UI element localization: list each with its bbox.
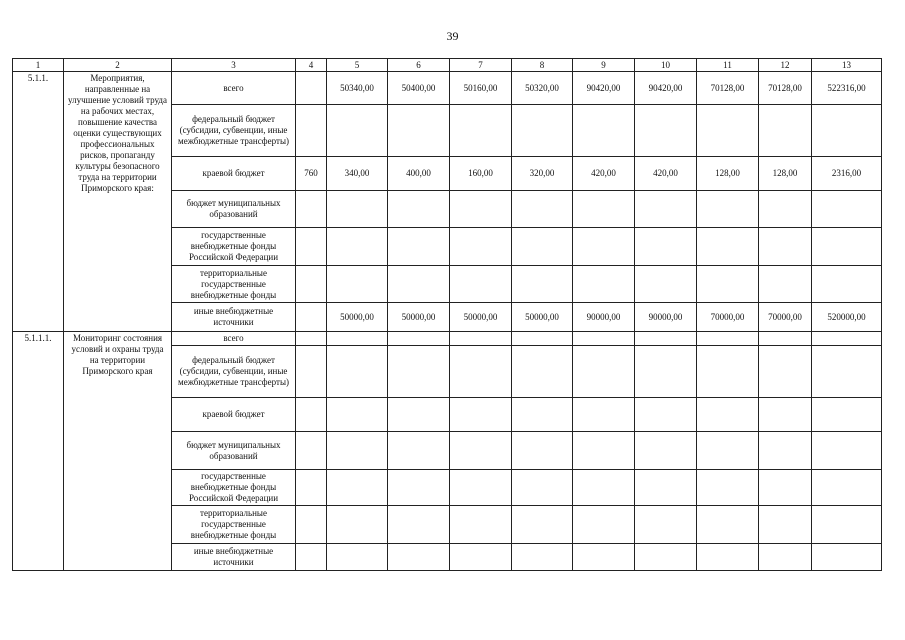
- funding-source: федеральный бюджет (субсидии, субвенции, иные межбюджетные трансферты): [172, 105, 296, 157]
- column-header: 10: [635, 59, 697, 72]
- column-4-value: [296, 266, 327, 303]
- amount-cell: [388, 228, 450, 266]
- amount-cell: [512, 191, 573, 228]
- amount-cell: [635, 105, 697, 157]
- funding-source: краевой бюджет: [172, 157, 296, 191]
- amount-cell: [697, 191, 759, 228]
- amount-cell: [697, 432, 759, 470]
- column-4-value: [296, 303, 327, 332]
- amount-cell: [512, 228, 573, 266]
- amount-cell: [450, 105, 512, 157]
- amount-cell: [697, 544, 759, 571]
- amount-cell: [573, 105, 635, 157]
- funding-source: бюджет муниципальных образований: [172, 432, 296, 470]
- amount-cell: 400,00: [388, 157, 450, 191]
- amount-cell: [759, 470, 812, 506]
- column-header: 12: [759, 59, 812, 72]
- amount-cell: [697, 105, 759, 157]
- amount-cell: [759, 346, 812, 398]
- amount-cell: 50400,00: [388, 72, 450, 105]
- column-4-value: [296, 105, 327, 157]
- amount-cell: [450, 398, 512, 432]
- amount-cell: 90420,00: [573, 72, 635, 105]
- amount-cell: [697, 470, 759, 506]
- page-number: 39: [446, 29, 459, 43]
- funding-source: государственные внебюджетные фонды Российской Федерации: [172, 470, 296, 506]
- amount-cell: [635, 470, 697, 506]
- amount-cell: [512, 544, 573, 571]
- amount-cell: 128,00: [759, 157, 812, 191]
- amount-cell: [812, 332, 882, 346]
- amount-cell: [635, 432, 697, 470]
- column-header: 9: [573, 59, 635, 72]
- column-4-value: [296, 544, 327, 571]
- amount-cell: [573, 432, 635, 470]
- amount-cell: [635, 544, 697, 571]
- measure-code: 5.1.1.: [13, 72, 64, 332]
- amount-cell: [759, 544, 812, 571]
- funding-source: федеральный бюджет (субсидии, субвенции, иные межбюджетные трансферты): [172, 346, 296, 398]
- amount-cell: [759, 332, 812, 346]
- column-header: 11: [697, 59, 759, 72]
- column-header: 4: [296, 59, 327, 72]
- funding-source: иные внебюджетные источники: [172, 303, 296, 332]
- amount-cell: [512, 432, 573, 470]
- amount-cell: [697, 398, 759, 432]
- amount-cell: [450, 506, 512, 544]
- amount-cell: [573, 346, 635, 398]
- amount-cell: 520000,00: [812, 303, 882, 332]
- amount-cell: [450, 266, 512, 303]
- amount-cell: [512, 105, 573, 157]
- amount-cell: [812, 398, 882, 432]
- amount-cell: 90420,00: [635, 72, 697, 105]
- column-4-value: [296, 346, 327, 398]
- column-4-value: [296, 506, 327, 544]
- amount-cell: [812, 544, 882, 571]
- funding-source: иные внебюджетные источники: [172, 544, 296, 571]
- amount-cell: [388, 191, 450, 228]
- measure-name: Мониторинг состояния условий и охраны труда на территории Приморского края: [64, 332, 172, 571]
- amount-cell: [450, 470, 512, 506]
- amount-cell: [327, 266, 388, 303]
- table-row: [13, 332, 882, 346]
- amount-cell: [388, 506, 450, 544]
- amount-cell: [812, 470, 882, 506]
- column-4-value: [296, 228, 327, 266]
- amount-cell: [450, 191, 512, 228]
- amount-cell: [759, 266, 812, 303]
- amount-cell: [388, 346, 450, 398]
- amount-cell: [450, 228, 512, 266]
- column-header: 7: [450, 59, 512, 72]
- amount-cell: [635, 398, 697, 432]
- amount-cell: [327, 506, 388, 544]
- amount-cell: [573, 398, 635, 432]
- amount-cell: [388, 332, 450, 346]
- column-4-value: [296, 332, 327, 346]
- amount-cell: [573, 506, 635, 544]
- amount-cell: [573, 332, 635, 346]
- amount-cell: [388, 398, 450, 432]
- table-row: [13, 72, 882, 105]
- amount-cell: [812, 346, 882, 398]
- amount-cell: [327, 332, 388, 346]
- amount-cell: [635, 266, 697, 303]
- amount-cell: [635, 228, 697, 266]
- amount-cell: 420,00: [573, 157, 635, 191]
- amount-cell: 70000,00: [697, 303, 759, 332]
- amount-cell: [573, 191, 635, 228]
- amount-cell: [512, 332, 573, 346]
- amount-cell: [697, 266, 759, 303]
- column-4-value: 760: [296, 157, 327, 191]
- column-header: 5: [327, 59, 388, 72]
- amount-cell: [759, 398, 812, 432]
- amount-cell: [697, 332, 759, 346]
- amount-cell: [450, 544, 512, 571]
- amount-cell: [327, 228, 388, 266]
- column-header: 1: [13, 59, 64, 72]
- budget-table: [12, 58, 882, 571]
- amount-cell: 2316,00: [812, 157, 882, 191]
- amount-cell: [450, 432, 512, 470]
- amount-cell: [512, 398, 573, 432]
- amount-cell: [327, 470, 388, 506]
- measure-name: Мероприятия, направленные на улучшение условий труда на рабочих местах, повышение качества оценки существующих профессиональных рисков, пропаганду культуры безопасного труда на территории Приморского края:: [64, 72, 172, 332]
- amount-cell: [635, 332, 697, 346]
- amount-cell: [759, 432, 812, 470]
- amount-cell: [759, 506, 812, 544]
- amount-cell: [512, 346, 573, 398]
- amount-cell: [512, 266, 573, 303]
- amount-cell: [573, 470, 635, 506]
- amount-cell: [327, 432, 388, 470]
- amount-cell: [812, 266, 882, 303]
- amount-cell: 420,00: [635, 157, 697, 191]
- amount-cell: 70000,00: [759, 303, 812, 332]
- amount-cell: [327, 191, 388, 228]
- column-header: 3: [172, 59, 296, 72]
- amount-cell: 50000,00: [327, 303, 388, 332]
- funding-source: всего: [172, 72, 296, 105]
- amount-cell: 50000,00: [450, 303, 512, 332]
- amount-cell: [812, 432, 882, 470]
- amount-cell: [697, 506, 759, 544]
- amount-cell: [450, 332, 512, 346]
- column-header: 8: [512, 59, 573, 72]
- amount-cell: [697, 228, 759, 266]
- amount-cell: [573, 266, 635, 303]
- amount-cell: 70128,00: [697, 72, 759, 105]
- column-4-value: [296, 72, 327, 105]
- column-header: 2: [64, 59, 172, 72]
- column-4-value: [296, 191, 327, 228]
- header-row: [13, 59, 882, 72]
- amount-cell: [450, 346, 512, 398]
- amount-cell: 340,00: [327, 157, 388, 191]
- amount-cell: [327, 544, 388, 571]
- amount-cell: [759, 191, 812, 228]
- amount-cell: [388, 105, 450, 157]
- amount-cell: [812, 191, 882, 228]
- amount-cell: [512, 470, 573, 506]
- amount-cell: 90000,00: [635, 303, 697, 332]
- amount-cell: [327, 398, 388, 432]
- column-header: 6: [388, 59, 450, 72]
- amount-cell: 50340,00: [327, 72, 388, 105]
- amount-cell: [635, 506, 697, 544]
- amount-cell: [759, 105, 812, 157]
- funding-source: территориальные государственные внебюджетные фонды: [172, 266, 296, 303]
- funding-source: бюджет муниципальных образований: [172, 191, 296, 228]
- amount-cell: [573, 228, 635, 266]
- funding-source: краевой бюджет: [172, 398, 296, 432]
- amount-cell: [812, 105, 882, 157]
- column-4-value: [296, 470, 327, 506]
- column-4-value: [296, 432, 327, 470]
- amount-cell: 128,00: [697, 157, 759, 191]
- amount-cell: [512, 506, 573, 544]
- amount-cell: 160,00: [450, 157, 512, 191]
- amount-cell: [388, 544, 450, 571]
- amount-cell: 90000,00: [573, 303, 635, 332]
- amount-cell: [388, 432, 450, 470]
- amount-cell: [388, 470, 450, 506]
- amount-cell: [635, 191, 697, 228]
- amount-cell: [388, 266, 450, 303]
- amount-cell: 70128,00: [759, 72, 812, 105]
- amount-cell: [812, 506, 882, 544]
- amount-cell: [697, 346, 759, 398]
- amount-cell: [635, 346, 697, 398]
- amount-cell: 320,00: [512, 157, 573, 191]
- measure-code: 5.1.1.1.: [13, 332, 64, 571]
- amount-cell: [573, 544, 635, 571]
- amount-cell: [759, 228, 812, 266]
- column-header: 13: [812, 59, 882, 72]
- funding-source: территориальные государственные внебюджетные фонды: [172, 506, 296, 544]
- amount-cell: [327, 105, 388, 157]
- funding-source: всего: [172, 332, 296, 346]
- amount-cell: 50000,00: [512, 303, 573, 332]
- funding-source: государственные внебюджетные фонды Российской Федерации: [172, 228, 296, 266]
- amount-cell: [812, 228, 882, 266]
- amount-cell: [327, 346, 388, 398]
- amount-cell: 50160,00: [450, 72, 512, 105]
- amount-cell: 50000,00: [388, 303, 450, 332]
- amount-cell: 522316,00: [812, 72, 882, 105]
- amount-cell: 50320,00: [512, 72, 573, 105]
- column-4-value: [296, 398, 327, 432]
